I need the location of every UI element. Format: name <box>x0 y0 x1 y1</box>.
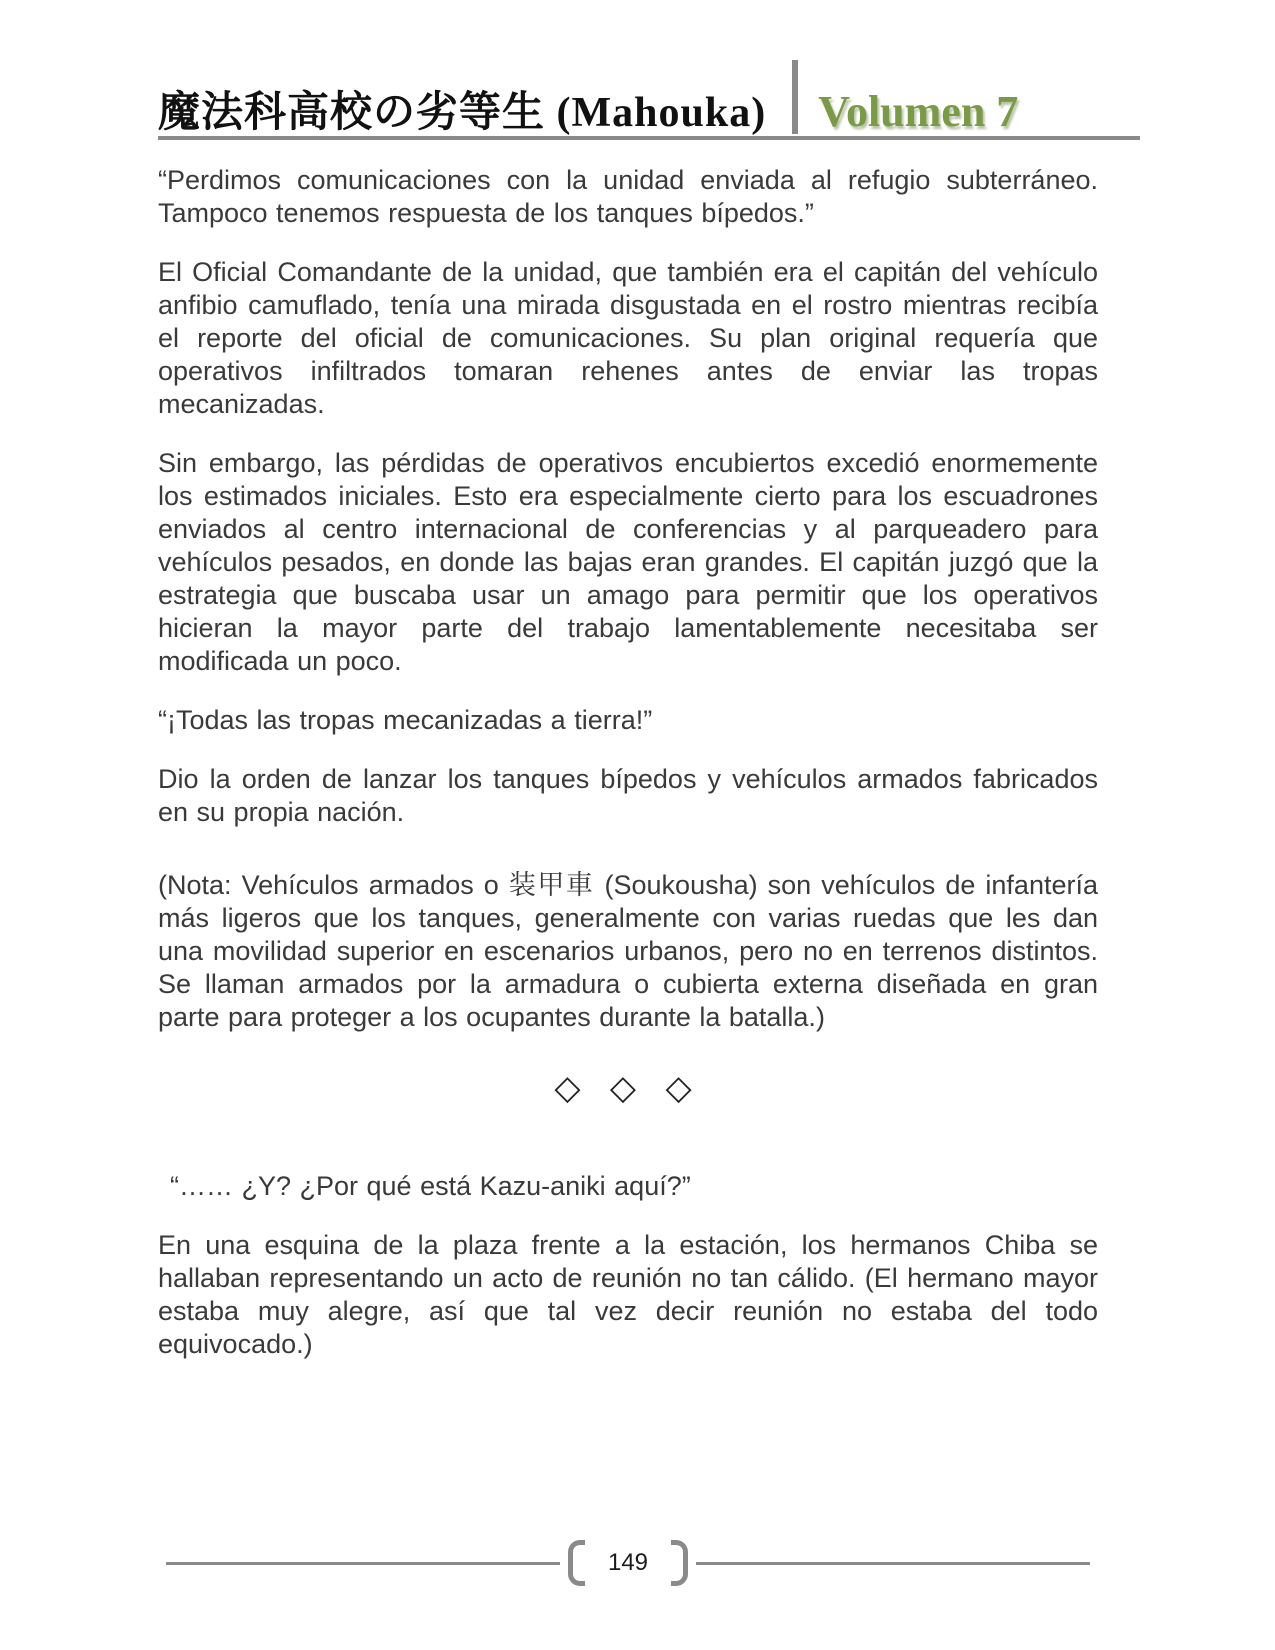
footer-rule-right <box>696 1562 1090 1565</box>
page-number-bracket-left <box>568 1540 585 1586</box>
page-header <box>158 60 1140 140</box>
series-title <box>158 92 766 134</box>
scene-separator-diamonds: ◇ ◇ ◇ <box>554 1069 702 1107</box>
volume-label: Volumen 7 <box>818 87 1019 136</box>
paragraph-dialogue-kazu: “…… ¿Y? ¿Por qué está Kazu-aniki aquí?” <box>170 1171 691 1201</box>
paragraph-chiba-brothers: En una esquina de la plaza frente a la estación, los hermanos Chiba se hallaban representando un acto de reunión no tan cálido. (El hermano mayor estaba muy alegre, así que tal vez decir reunión no estaba del todo equivocado.) <box>158 1230 1098 1359</box>
header-divider <box>792 60 798 134</box>
paragraph-launch-order: Dio la orden de lanzar los tanques bípedos y vehículos armados fabricados en su propia nación. <box>158 764 1098 827</box>
page-number: 149 <box>607 1549 649 1576</box>
paragraph-commanding-officer: El Oficial Comandante de la unidad, que también era el capitán del vehículo anfibio camuflado, tenía una mirada disgustada en el rostro mientras recibía el reporte del oficial de comunicaciones. Su plan original requería que operativos infiltrados tomaran rehenes antes de enviar las tropas mecanizadas. <box>158 257 1098 419</box>
paragraph-dialogue-lost-comms: “Perdimos comunicaciones con la unidad enviada al refugio subterráneo. Tampoco tenemos respuesta de los tanques bípedos.” <box>158 165 1098 228</box>
body-text <box>158 164 1098 1361</box>
series-title-japanese: 魔法科高校の劣等生 <box>158 90 546 136</box>
paragraph-losses: Sin embargo, las pérdidas de operativos encubiertos excedió enormemente los estimados iniciales. Esto era especialmente cierto para los escuadrones enviados al centro internacional de conferencias y al parqueadero para vehículos pesados, en donde las bajas eran grandes. El capitán juzgó que la estrategia que buscaba usar un amago para permitir que los operativos hicieran la mayor parte del trabajo lamentablemente necesitaba ser modificada un poco. <box>158 448 1098 676</box>
series-title-latin: (Mahouka) <box>556 90 767 136</box>
page-footer <box>166 1540 1090 1586</box>
page-number-bracket-right <box>671 1540 688 1586</box>
footer-rule-left <box>166 1562 560 1565</box>
paragraph-translator-note: (Nota: Vehículos armados o 装甲車 (Soukousha) son vehículos de infantería más ligeros que los tanques, generalmente con varias ruedas que les dan una movilidad superior en escenarios urbanos, pero no en terrenos distintos. Se llaman armados por la armadura o cubierta externa diseñada en gran parte para proteger a los ocupantes durante la batalla.) <box>158 870 1098 1032</box>
paragraph-dialogue-order: “¡Todas las tropas mecanizadas a tierra!” <box>158 705 653 735</box>
